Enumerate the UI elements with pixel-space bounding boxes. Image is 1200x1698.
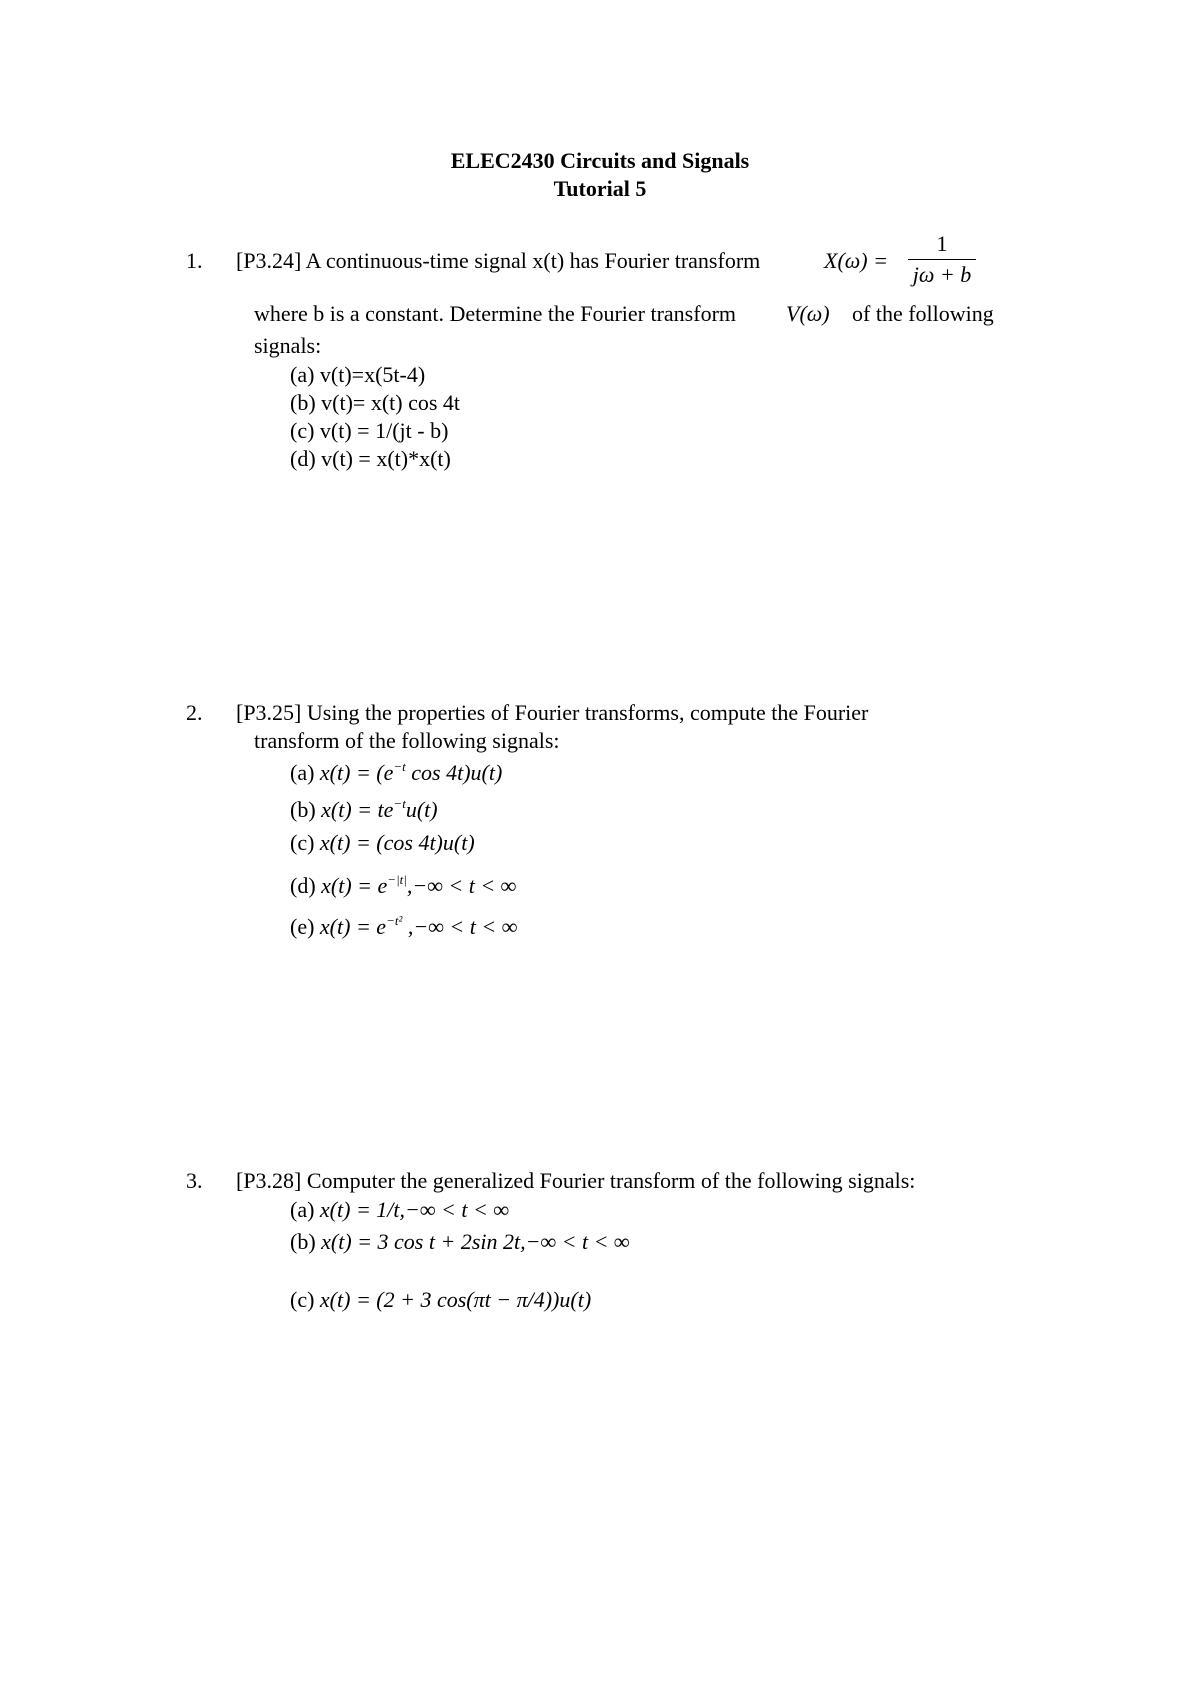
tutorial-title: Tutorial 5 (553, 176, 647, 201)
q2-part-d-label: (d) (290, 873, 316, 898)
q3-number: 3. (186, 1168, 203, 1193)
q2-part-b (290, 796, 438, 823)
q1-fraction (908, 231, 976, 288)
q2-part-e-post: ,−∞ < t < ∞ (402, 914, 518, 939)
q2-part-c-label: (c) (290, 830, 315, 855)
course-title: ELEC2430 Circuits and Signals (450, 148, 750, 173)
q1-line3: signals: (254, 333, 322, 358)
q3-part-c-expr: x(t) = (2 + 3 cos(πt − π/4))u(t) (319, 1287, 592, 1312)
q2-part-d (290, 872, 516, 899)
q2-lead: [P3.25] Using the properties of Fourier transforms, compute the Fourier (236, 700, 869, 725)
q1-part-c: (c) v(t) = 1/(jt - b) (290, 418, 449, 443)
q2-number: 2. (186, 700, 203, 725)
q2-part-d-sup: −|t| (387, 872, 407, 887)
q1-fraction-numerator: 1 (936, 231, 948, 256)
q3-part-a-expr: x(t) = 1/t,−∞ < t < ∞ (319, 1197, 510, 1222)
q1-part-b: (b) v(t)= x(t) cos 4t (290, 390, 461, 415)
q2-part-d-post: ,−∞ < t < ∞ (406, 873, 517, 898)
q2-part-a-label: (a) (290, 760, 315, 785)
q1-fraction-denominator: jω + b (912, 262, 972, 287)
q2-part-e-sup: −t² (386, 913, 403, 928)
q2-part-b-pre: x(t) = te (321, 797, 394, 822)
q2-part-c-expr: x(t) = (cos 4t)u(t) (319, 830, 475, 855)
q3-part-c-label: (c) (290, 1287, 315, 1312)
q1-line2-v: V(ω) (786, 301, 830, 326)
q1-line2-tail: of the following (852, 301, 994, 326)
q3-part-b-expr: x(t) = 3 cos t + 2sin 2t,−∞ < t < ∞ (321, 1229, 630, 1254)
q1-number: 1. (186, 248, 203, 273)
q2-part-b-label: (b) (290, 797, 316, 822)
q2-part-e-label: (e) (290, 914, 315, 939)
q2-line2: transform of the following signals: (254, 728, 560, 753)
q1-line2-text: where b is a constant. Determine the Fourier transform (254, 301, 737, 326)
q3-part-a (290, 1197, 509, 1223)
q3-part-b-label: (b) (290, 1229, 316, 1254)
q2-part-d-pre: x(t) = e (321, 873, 388, 898)
q1-part-d: (d) v(t) = x(t)*x(t) (290, 446, 451, 471)
q2-part-e (290, 913, 517, 940)
q1-lead: [P3.24] A continuous-time signal x(t) has Fourier transform (236, 248, 761, 273)
q2-part-a-pre: x(t) = (e (319, 760, 394, 785)
q2-part-a-post: cos 4t)u(t) (405, 760, 503, 785)
q2-part-b-post: u(t) (405, 797, 438, 822)
q2-part-a (290, 759, 502, 786)
q3-part-c (290, 1287, 591, 1313)
q2-part-a-sup: −t (393, 759, 406, 774)
q3-part-a-label: (a) (290, 1197, 315, 1222)
q1-eq-lhs: X(ω) = (824, 248, 888, 273)
q2-part-c (290, 830, 475, 856)
q2-part-e-pre: x(t) = e (319, 914, 387, 939)
q3-lead: [P3.28] Computer the generalized Fourier transform of the following signals: (236, 1168, 916, 1193)
q1-part-a: (a) v(t)=x(5t-4) (290, 362, 426, 387)
q3-part-b (290, 1229, 630, 1255)
q2-part-b-sup: −t (393, 796, 406, 811)
